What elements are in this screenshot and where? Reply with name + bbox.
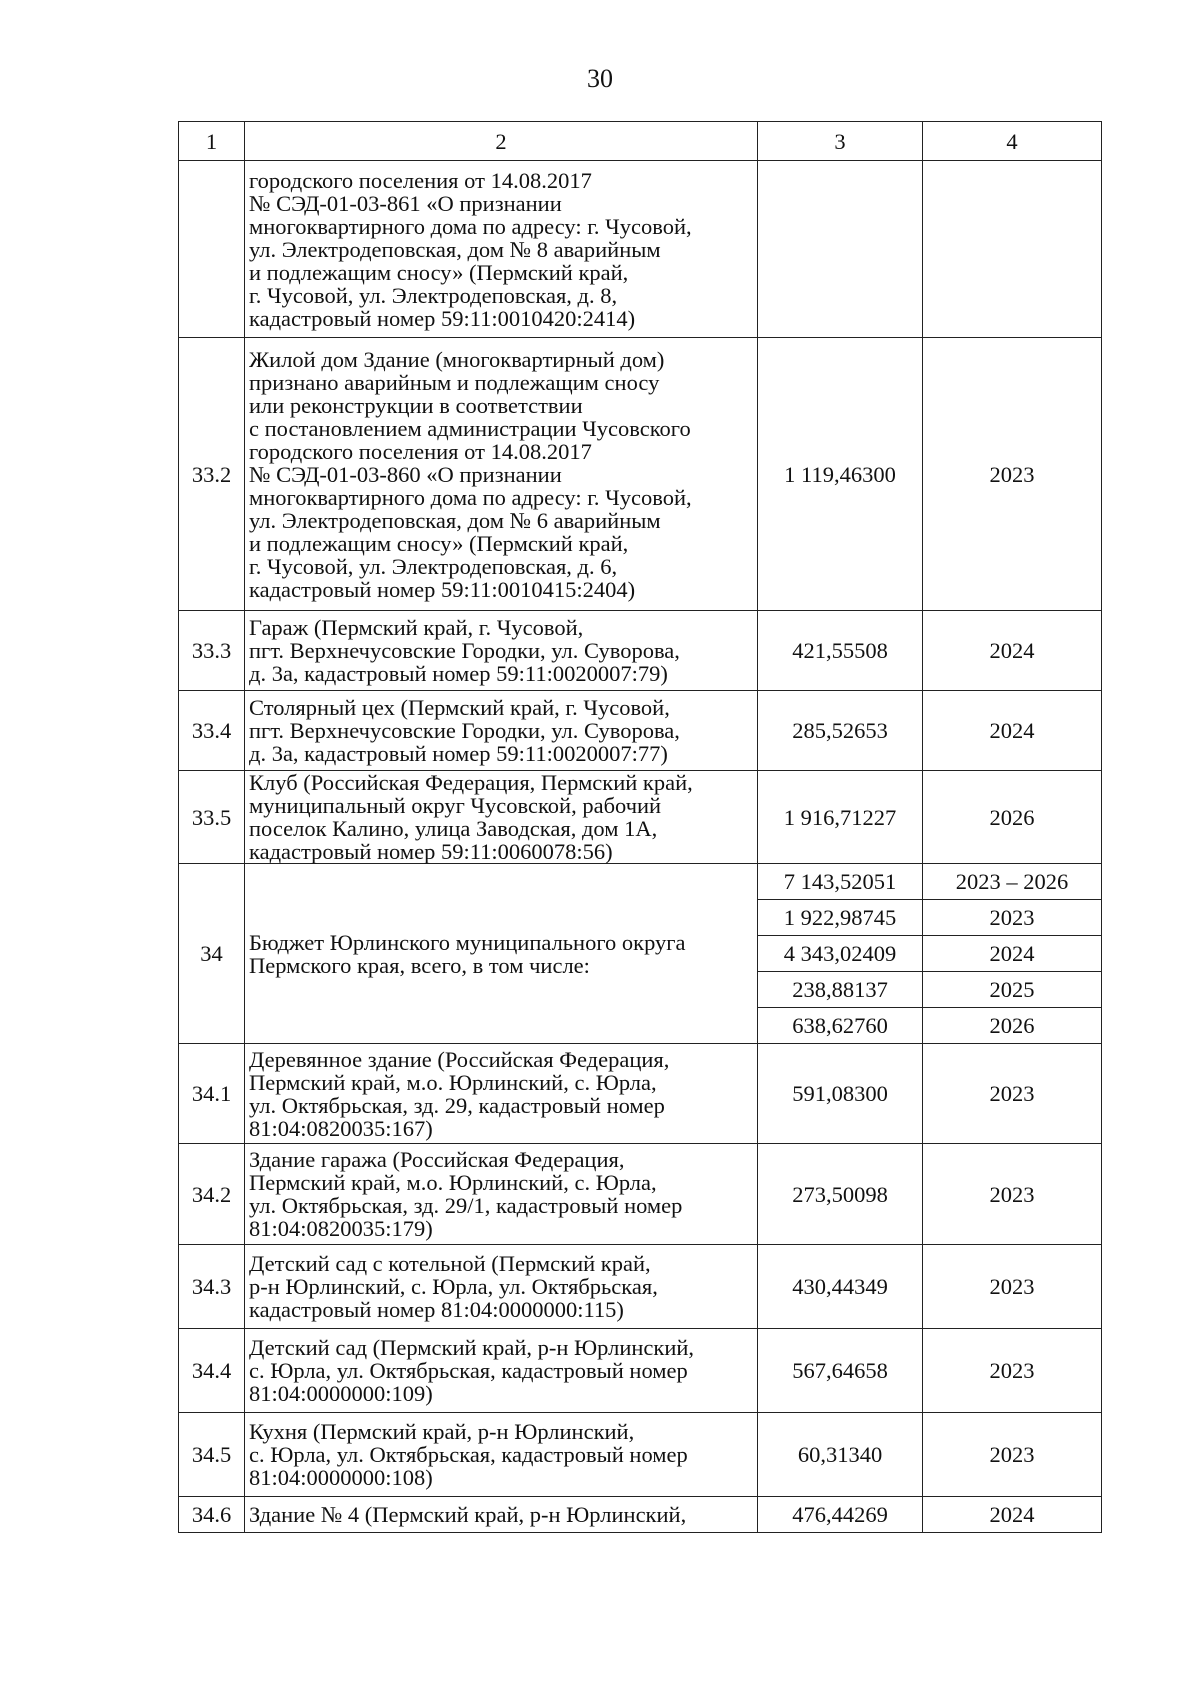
table-row: [179, 1245, 1102, 1329]
year-cell: 2026: [923, 771, 1102, 864]
column-header-1: 1: [179, 122, 245, 161]
description-cell: [245, 1329, 758, 1413]
description-cell: [245, 1245, 758, 1329]
description-line: городского поселения от 14.08.2017: [249, 438, 592, 464]
amount-cell: 238,88137: [758, 972, 923, 1008]
description-line: и подлежащим сносу» (Пермский край,: [249, 259, 629, 285]
amount-cell: 430,44349: [758, 1245, 923, 1329]
description-line: с. Юрла, ул. Октябрьская, кадастровый номер: [249, 1442, 688, 1467]
row-number-cell: 33.4: [179, 691, 245, 771]
column-header-2: 2: [245, 122, 758, 161]
description-cell: [245, 1497, 758, 1533]
amount-cell: 638,62760: [758, 1008, 923, 1044]
description-line: д. 3а, кадастровый номер 59:11:0020007:79): [249, 661, 668, 686]
description-cell: [245, 771, 758, 864]
description-line: пгт. Верхнечусовские Городки, ул. Суворова,: [249, 718, 680, 743]
description-line: Деревянное здание (Российская Федерация,: [249, 1046, 670, 1072]
description-cell: [245, 338, 758, 611]
row-number-cell: 34.4: [179, 1329, 245, 1413]
description-cell: [245, 1044, 758, 1144]
budget-table: [178, 121, 1102, 1533]
column-header-3: 3: [758, 122, 923, 161]
description-line: и подлежащим сносу» (Пермский край,: [249, 530, 629, 556]
description-line: Клуб (Российская Федерация, Пермский край,: [249, 770, 693, 795]
row-number-cell: 34: [179, 864, 245, 1044]
description-line: городского поселения от 14.08.2017: [249, 167, 592, 193]
table-row: [179, 771, 1102, 864]
year-cell: 2024: [923, 1497, 1102, 1533]
description-line: кадастровый номер 59:11:0060078:56): [249, 839, 613, 864]
description-line: 81:04:0000000:108): [249, 1465, 433, 1490]
description-line: 81:04:0000000:109): [249, 1381, 433, 1406]
description-line: г. Чусовой, ул. Электродеповская, д. 8,: [249, 282, 618, 308]
description-line: ул. Электродеповская, дом № 6 аварийным: [249, 507, 661, 533]
description-line: Столярный цех (Пермский край, г. Чусовой,: [249, 695, 670, 720]
description-line: пгт. Верхнечусовские Городки, ул. Суворова,: [249, 638, 680, 663]
year-cell: 2023: [923, 1144, 1102, 1245]
table-row: [179, 691, 1102, 771]
description-cell: [245, 611, 758, 691]
amount-cell: 60,31340: [758, 1413, 923, 1497]
description-cell: [245, 1413, 758, 1497]
row-number-cell: 33.3: [179, 611, 245, 691]
table-header-row: [179, 122, 1102, 161]
description-line: ул. Октябрьская, зд. 29, кадастровый номер: [249, 1092, 665, 1118]
description-line: ул. Октябрьская, зд. 29/1, кадастровый номер: [249, 1193, 683, 1218]
description-line: Гараж (Пермский край, г. Чусовой,: [249, 615, 584, 640]
description-line: Бюджет Юрлинского муниципального округа: [249, 929, 686, 955]
description-line: д. 3а, кадастровый номер 59:11:0020007:77): [249, 741, 668, 766]
amount-cell: 285,52653: [758, 691, 923, 771]
row-number-cell: 34.6: [179, 1497, 245, 1533]
description-line: с. Юрла, ул. Октябрьская, кадастровый номер: [249, 1358, 688, 1383]
amount-cell: 1 916,71227: [758, 771, 923, 864]
amount-cell: 273,50098: [758, 1144, 923, 1245]
amount-cell: 591,08300: [758, 1044, 923, 1144]
description-line: р-н Юрлинский, с. Юрла, ул. Октябрьская,: [249, 1274, 658, 1299]
year-cell: 2023 – 2026: [923, 864, 1102, 900]
description-line: Жилой дом Здание (многоквартирный дом): [249, 346, 665, 372]
amount-cell: 1 119,46300: [758, 338, 923, 611]
description-line: или реконструкции в соответствии: [249, 392, 583, 418]
amount-cell: 4 343,02409: [758, 936, 923, 972]
description-cell: [245, 691, 758, 771]
description-line: Пермский край, м.о. Юрлинский, с. Юрла,: [249, 1170, 657, 1195]
description-cell: [245, 1144, 758, 1245]
row-number-cell: 33.2: [179, 338, 245, 611]
description-cell: [245, 161, 758, 338]
column-header-4: 4: [923, 122, 1102, 161]
year-cell: 2024: [923, 936, 1102, 972]
description-line: кадастровый номер 59:11:0010420:2414): [249, 305, 636, 331]
row-number-cell: 34.2: [179, 1144, 245, 1245]
year-cell: 2026: [923, 1008, 1102, 1044]
table-row: [179, 611, 1102, 691]
year-cell: 2023: [923, 1329, 1102, 1413]
table-row: [179, 161, 1102, 338]
table-row: [179, 1413, 1102, 1497]
amount-cell: 7 143,52051: [758, 864, 923, 900]
description-line: признано аварийным и подлежащим сносу: [249, 369, 660, 395]
description-line: с постановлением администрации Чусовского: [249, 415, 691, 441]
description-line: г. Чусовой, ул. Электродеповская, д. 6,: [249, 553, 618, 579]
year-cell: [923, 161, 1102, 338]
description-line: Здание № 4 (Пермский край, р-н Юрлинский,: [249, 1502, 687, 1527]
year-cell: 2023: [923, 338, 1102, 611]
year-cell: 2023: [923, 1044, 1102, 1144]
description-line: многоквартирного дома по адресу: г. Чусовой,: [249, 484, 692, 510]
row-number-cell: 34.5: [179, 1413, 245, 1497]
year-cell: 2023: [923, 1245, 1102, 1329]
year-cell: 2024: [923, 691, 1102, 771]
description-cell: [245, 864, 758, 1044]
amount-cell: 476,44269: [758, 1497, 923, 1533]
description-line: кадастровый номер 81:04:0000000:115): [249, 1297, 624, 1322]
amount-cell: 1 922,98745: [758, 900, 923, 936]
year-cell: 2025: [923, 972, 1102, 1008]
amount-cell: 421,55508: [758, 611, 923, 691]
amount-cell: [758, 161, 923, 338]
description-line: 81:04:0820035:167): [249, 1115, 433, 1141]
description-line: многоквартирного дома по адресу: г. Чусовой,: [249, 213, 692, 239]
table-row: [179, 864, 1102, 900]
description-line: Детский сад с котельной (Пермский край,: [249, 1251, 651, 1276]
row-number-cell: [179, 161, 245, 338]
table-row: [179, 1044, 1102, 1144]
row-number-cell: 34.3: [179, 1245, 245, 1329]
description-line: поселок Калино, улица Заводская, дом 1А,: [249, 816, 658, 841]
description-line: Кухня (Пермский край, р-н Юрлинский,: [249, 1419, 635, 1444]
row-number-cell: 34.1: [179, 1044, 245, 1144]
table-row: [179, 338, 1102, 611]
description-line: 81:04:0820035:179): [249, 1216, 433, 1241]
row-number-cell: 33.5: [179, 771, 245, 864]
amount-cell: 567,64658: [758, 1329, 923, 1413]
description-line: № СЭД-01-03-860 «О признании: [249, 461, 562, 487]
description-line: кадастровый номер 59:11:0010415:2404): [249, 576, 636, 602]
description-line: Пермский край, м.о. Юрлинский, с. Юрла,: [249, 1069, 657, 1095]
description-line: ул. Электродеповская, дом № 8 аварийным: [249, 236, 661, 262]
description-line: Пермского края, всего, в том числе:: [249, 952, 590, 978]
table-row: [179, 1497, 1102, 1533]
year-cell: 2023: [923, 1413, 1102, 1497]
page-number: 30: [587, 64, 613, 93]
description-line: Детский сад (Пермский край, р-н Юрлинский,: [249, 1335, 695, 1360]
year-cell: 2024: [923, 611, 1102, 691]
year-cell: 2023: [923, 900, 1102, 936]
description-line: муниципальный округ Чусовской, рабочий: [249, 793, 662, 818]
description-line: № СЭД-01-03-861 «О признании: [249, 190, 562, 216]
description-line: Здание гаража (Российская Федерация,: [249, 1147, 625, 1172]
table-row: [179, 1329, 1102, 1413]
table-row: [179, 1144, 1102, 1245]
